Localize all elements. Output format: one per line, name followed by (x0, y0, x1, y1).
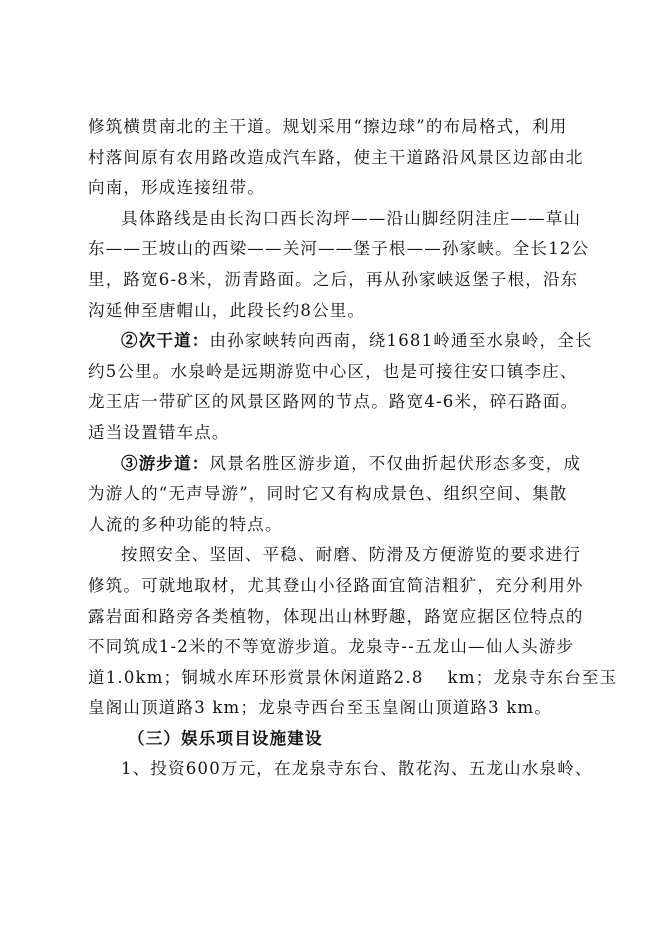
paragraph-main-road-intro (88, 112, 588, 204)
text-line: 人流的多种功能的特点。 (88, 514, 283, 534)
paragraph-walkway (88, 449, 588, 541)
text-line: 道1.0km；铜城水库环形赏景休闲道路2.8 km；龙泉寺东台至玉 (88, 667, 618, 687)
text-line: 里，路宽6-8米，沥青路面。之后，再从孙家峡返堡子根，沿东 (88, 269, 579, 289)
text-line (88, 326, 593, 357)
text-line: 龙王店一带矿区的风景区路网的节点。路宽4-6米，碎石路面。 (88, 392, 579, 412)
section-label-secondary-road: ②次干道： (121, 331, 210, 351)
paragraph-secondary-road (88, 326, 593, 448)
text-line: 东——王坡山的西梁——关河——堡子根——孙家峡。全长12公 (88, 239, 590, 259)
document-page (88, 112, 618, 785)
text-line: 修筑横贯南北的主干道。规划采用“擦边球”的布局格式，利用 (88, 117, 568, 136)
text-line: 沟延伸至唐帽山，此段长约8公里。 (88, 300, 366, 320)
section-label-walkway: ③游步道： (121, 453, 210, 473)
paragraph-investment (88, 754, 593, 785)
text-line: 向南，形成连接纽带。 (88, 178, 265, 198)
text-line: 具体路线是由长沟口西长沟坪——沿山脚经阴洼庄——草山 (121, 208, 582, 228)
text-line: 露岩面和路旁各类植物，体现出山林野趣，路宽应据区位特点的 (88, 606, 584, 626)
section-heading-entertainment: （三）娱乐项目设施建设 (128, 728, 323, 748)
paragraph-route-details (88, 204, 588, 326)
text-span: 风景名胜区游步道，不仅曲折起伏形态多变，成 (209, 453, 582, 473)
text-line: 修筑。可就地取材，尤其登山小径路面宜简洁粗犷，充分利用外 (88, 575, 584, 595)
text-line: 适当设置错车点。 (88, 422, 230, 442)
text-line (88, 449, 588, 480)
text-line: 为游人的“无声导游”，同时它又有构成景色、组织空间、集散 (88, 484, 568, 504)
text-line: 村落间原有农用路改造成汽车路，使主干道路沿风景区边部由北 (88, 147, 584, 167)
text-line: 按照安全、坚固、平稳、耐磨、防滑及方便游览的要求进行 (121, 545, 582, 565)
text-line: 1、投资600万元，在龙泉寺东台、散花沟、五龙山水泉岭、 (121, 759, 593, 779)
paragraph-walkway-construction (88, 540, 618, 724)
text-line: 皇阁山顶道路3 km；龙泉寺西台至玉皇阁山顶道路3 km。 (88, 698, 553, 718)
text-line: 不同筑成1-2米的不等宽游步道。龙泉寺--五龙山—仙人头游步 (88, 637, 575, 657)
text-span: 由孙家峡转向西南，绕1681岭通至水泉岭，全长 (209, 331, 593, 351)
text-line: 约5公里。水泉岭是远期游览中心区，也是可接往安口镇李庄、 (88, 361, 578, 381)
